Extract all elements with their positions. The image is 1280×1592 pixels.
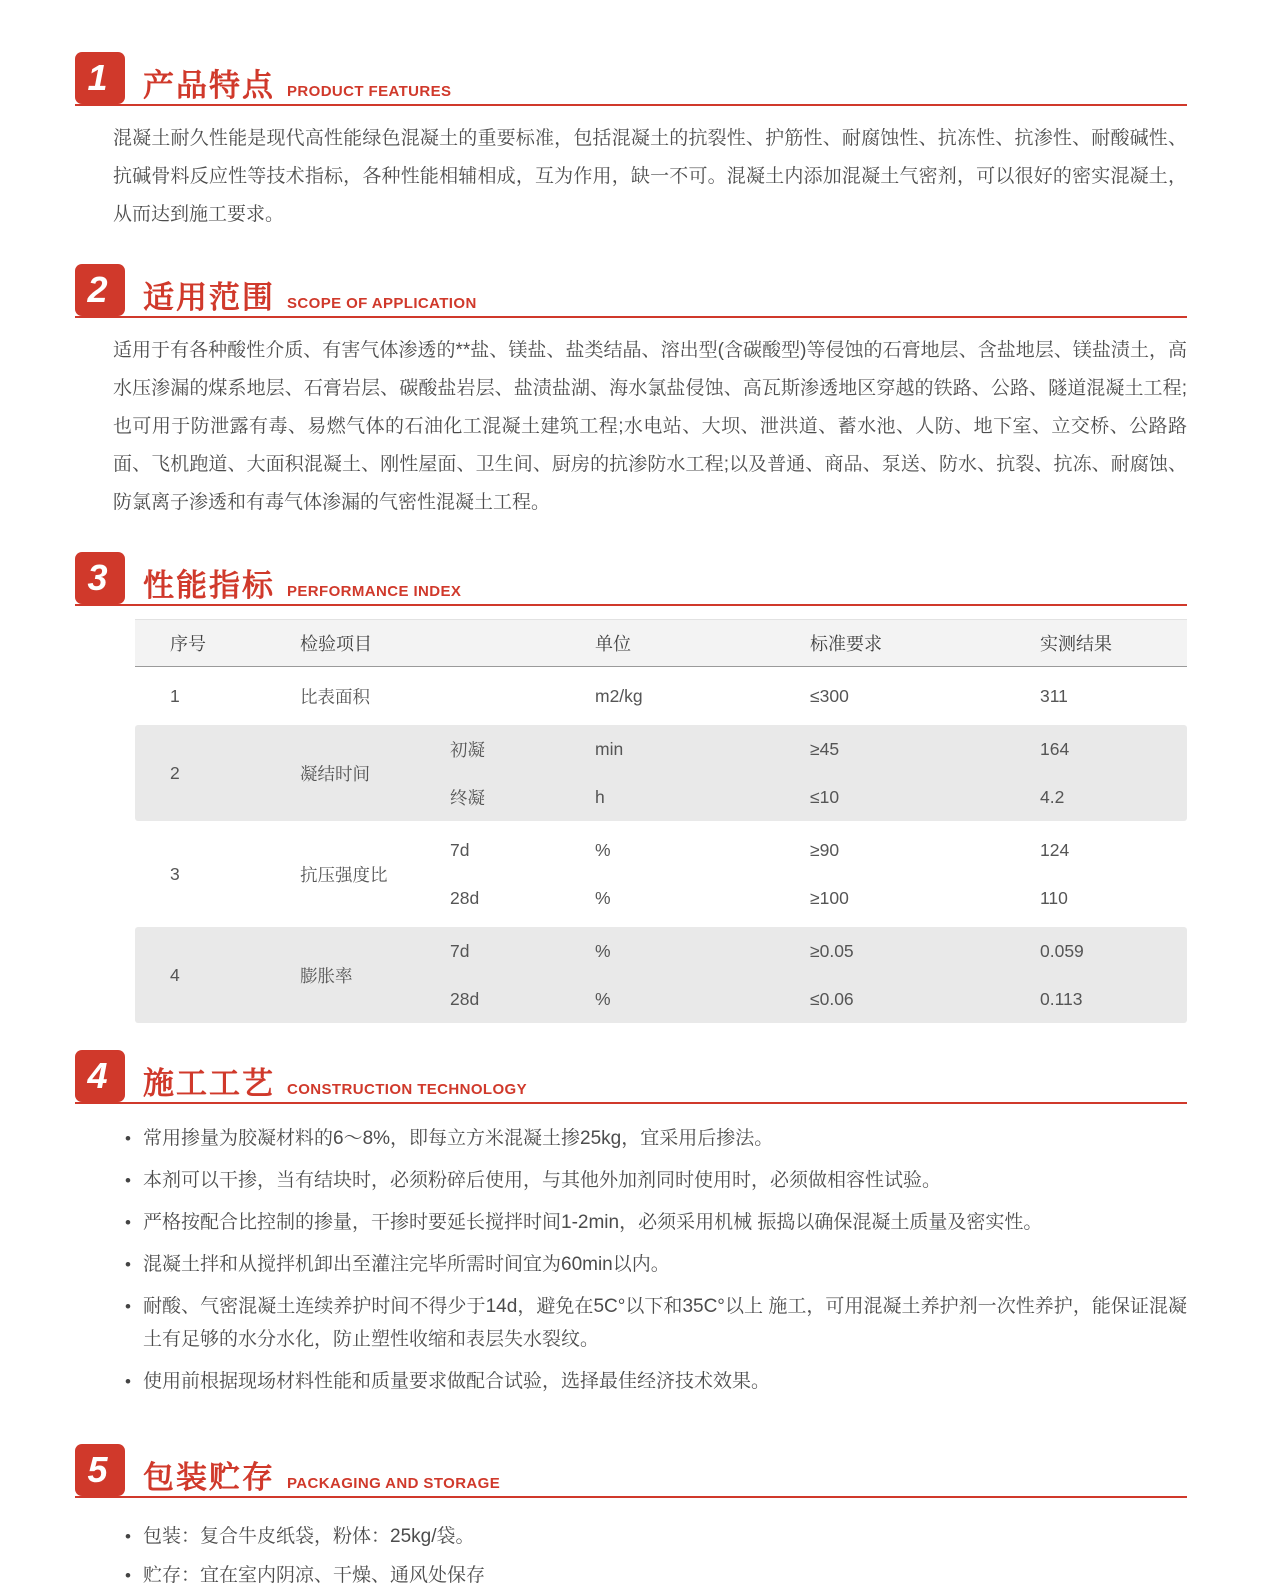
header-cell-item: 检验项目: [300, 634, 372, 654]
header-cell-standard: 标准要求: [810, 634, 882, 654]
section-title-cn: 适用范围: [143, 280, 275, 315]
header-cell-no: 序号: [170, 634, 206, 654]
section-packaging-and-storage: [75, 1444, 1187, 1592]
section-number-badge: 3: [75, 552, 125, 604]
performance-table-body: [135, 672, 1187, 1023]
section-scope-of-application: [75, 264, 1187, 522]
performance-table-header: [135, 620, 1187, 667]
section-header: [75, 1444, 1187, 1498]
section-header: [75, 1050, 1187, 1104]
cell-result: 0.059: [1040, 940, 1084, 961]
cell-standard: ≥100: [810, 887, 849, 908]
header-cell-result: 实测结果: [1040, 634, 1112, 654]
cell-row-number: 1: [170, 685, 180, 706]
table-subrow: [415, 672, 1187, 720]
cell-row-number: 4: [170, 964, 180, 985]
bullet-item: • 贮存：宜在室内阴凉、干燥、通风处保存: [123, 1559, 1187, 1592]
cell-unit: %: [595, 940, 611, 961]
table-subrow: [415, 927, 1187, 975]
section-number-badge: 4: [75, 1050, 125, 1102]
table-subrows: [415, 725, 1187, 821]
cell-standard: ≤300: [810, 685, 849, 706]
table-subrows: [415, 927, 1187, 1023]
cell-sub-item: 7d: [450, 940, 470, 961]
section-title-en: PACKAGING AND STORAGE: [287, 1475, 501, 1492]
cell-result: 311: [1040, 685, 1068, 706]
cell-test-item: 比表面积: [300, 686, 370, 707]
cell-standard: ≤10: [810, 786, 840, 807]
cell-sub-item: 7d: [450, 839, 470, 860]
cell-result: 124: [1040, 839, 1070, 860]
table-row-group: [135, 672, 1187, 720]
bullet-item: • 混凝土拌和从搅拌机卸出至灌注完毕所需时间宜为60min以内。: [123, 1248, 1187, 1281]
cell-result: 110: [1040, 887, 1068, 908]
cell-result: 0.113: [1040, 988, 1083, 1009]
cell-row-number: 3: [170, 863, 180, 884]
table-row-group: [135, 826, 1187, 922]
section-number-badge: 2: [75, 264, 125, 316]
cell-test-item: 抗压强度比: [300, 864, 388, 885]
cell-row-number: 2: [170, 762, 180, 783]
section-header: [75, 52, 1187, 106]
section-performance-index: [75, 552, 1187, 1023]
section-number-badge: 1: [75, 52, 125, 104]
table-subrow: [415, 874, 1187, 922]
section-header: [75, 264, 1187, 318]
bullet-item: • 使用前根据现场材料性能和质量要求做配合试验，选择最佳经济技术效果。: [123, 1365, 1187, 1398]
table-row-group: [135, 927, 1187, 1023]
table-subrow: [415, 773, 1187, 821]
cell-standard: ≥90: [810, 839, 840, 860]
bullet-item: • 常用掺量为胶凝材料的6～8%，即每立方米混凝土掺25kg，宜采用后掺法。: [123, 1122, 1187, 1155]
table-subrows: [415, 672, 1187, 720]
cell-standard: ≤0.06: [810, 988, 854, 1009]
cell-sub-item: 初凝: [450, 739, 485, 760]
cell-test-item: 膨胀率: [300, 965, 353, 986]
cell-standard: ≥45: [810, 738, 840, 759]
section-title-en: PERFORMANCE INDEX: [287, 583, 462, 600]
section-title-cn: 施工工艺: [143, 1066, 275, 1101]
cell-result: 164: [1040, 738, 1070, 759]
cell-sub-item: 28d: [450, 988, 480, 1009]
section-paragraph: 混凝土耐久性能是现代高性能绿色混凝土的重要标准，包括混凝土的抗裂性、护筋性、耐腐蚀性、抗冻性、抗渗性、耐酸碱性、抗碱骨料反应性等技术指标，各种性能相辅相成，互为作用，缺一不可。混凝土内添加混凝土气密剂，可以很好的密实混凝土，从而达到施工要求。: [113, 128, 1187, 225]
section-title-en: CONSTRUCTION TECHNOLOGY: [287, 1081, 528, 1098]
cell-unit: %: [595, 887, 611, 908]
cell-unit: h: [595, 786, 605, 807]
cell-unit: %: [595, 988, 611, 1009]
cell-sub-item: 28d: [450, 887, 480, 908]
table-subrow: [415, 826, 1187, 874]
cell-unit: m2/kg: [595, 685, 643, 706]
section-number-badge: 5: [75, 1444, 125, 1496]
construction-bullet-list: [123, 1122, 1187, 1398]
section-title-cn: 包装贮存: [143, 1460, 275, 1495]
performance-table: [135, 619, 1187, 1023]
table-row-group: [135, 725, 1187, 821]
header-cell-unit: 单位: [595, 634, 631, 654]
bullet-item: • 耐酸、气密混凝土连续养护时间不得少于14d，避免在5C°以下和35C°以上 施工，可用混凝土养护剂一次性养护，能保证混凝土有足够的水分水化，防止塑性收缩和表层失水裂纹。: [123, 1290, 1187, 1356]
section-title-en: SCOPE OF APPLICATION: [287, 295, 477, 312]
bullet-item: • 本剂可以干掺，当有结块时，必须粉碎后使用，与其他外加剂同时使用时，必须做相容性试验。: [123, 1164, 1187, 1197]
section-construction-technology: [75, 1050, 1187, 1398]
bullet-item: • 包装：复合牛皮纸袋，粉体：25kg/袋。: [123, 1520, 1187, 1553]
section-product-features: [75, 52, 1187, 234]
packaging-bullet-list: [123, 1520, 1187, 1592]
section-header: [75, 552, 1187, 606]
section-title-cn: 性能指标: [143, 568, 275, 603]
cell-unit: %: [595, 839, 611, 860]
section-title-cn: 产品特点: [143, 68, 275, 103]
section-paragraph: 适用于有各种酸性介质、有害气体渗透的**盐、镁盐、盐类结晶、溶出型(含碳酸型)等侵蚀的石膏地层、含盐地层、镁盐渍土，高水压渗漏的煤系地层、石膏岩层、碳酸盐岩层、盐渍盐湖、海水氯盐侵蚀、高瓦斯渗透地区穿越的铁路、公路、隧道混凝土工程;也可用于防泄露有毒、易燃气体的石油化工混凝土建筑工程;水电站、大坝、泄洪道、蓄水池、人防、地下室、立交桥、公路路面、飞机跑道、大面积混凝土、刚性屋面、卫生间、厨房的抗渗防水工程;以及普通、商品、泵送、防水、抗裂、抗冻、耐腐蚀、防氯离子渗透和有毒气体渗漏的气密性混凝土工程。: [113, 340, 1187, 513]
cell-standard: ≥0.05: [810, 940, 854, 961]
cell-test-item: 凝结时间: [300, 763, 370, 784]
table-subrows: [415, 826, 1187, 922]
table-subrow: [415, 725, 1187, 773]
bullet-item: • 严格按配合比控制的掺量，干掺时要延长搅拌时间1-2min，必须采用机械 振捣以确保混凝土质量及密实性。: [123, 1206, 1187, 1239]
table-subrow: [415, 975, 1187, 1023]
cell-sub-item: 终凝: [450, 787, 485, 808]
section-title-en: PRODUCT FEATURES: [287, 83, 452, 100]
cell-unit: min: [595, 738, 624, 759]
cell-result: 4.2: [1040, 786, 1065, 807]
